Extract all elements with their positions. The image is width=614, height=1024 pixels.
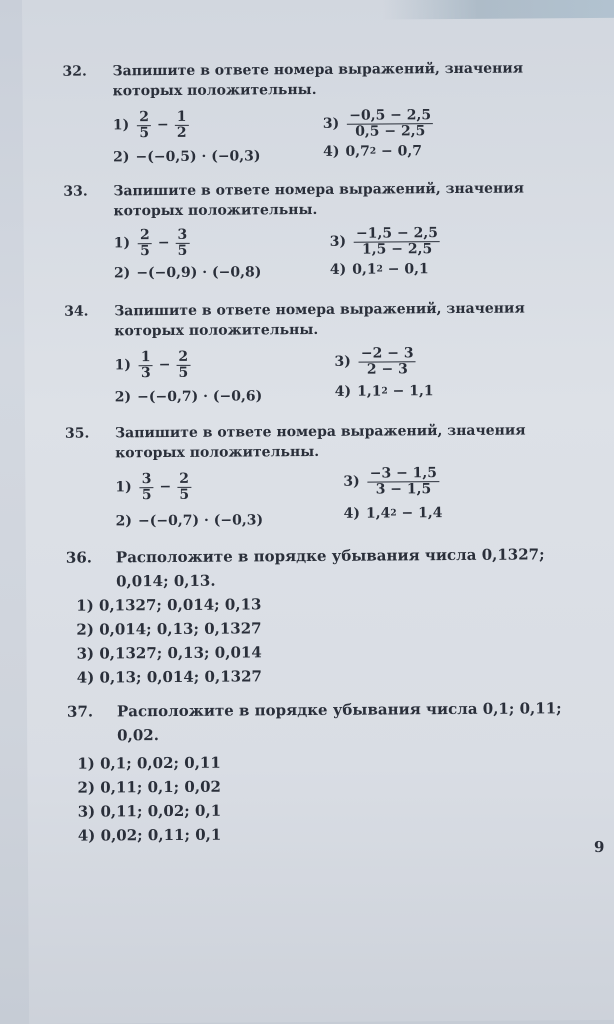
list-item: 3) 0,11; 0,02; 0,1	[77, 801, 222, 821]
task-36	[65, 542, 586, 591]
list-item: 2) 0,014; 0,13; 0,1327	[76, 619, 262, 639]
task-36-options	[76, 592, 262, 689]
task-35-option-4: 4) 1,4 2 − 1,4	[343, 505, 443, 522]
task-number: 32.	[62, 63, 87, 80]
task-32-option-3: 3) $\frac{-0,5 - 2,5}{0,5 - 2,5}$	[323, 105, 436, 142]
page-number: 9	[593, 837, 605, 857]
task-35	[64, 420, 585, 462]
list-item: 2) 0,11; 0,1; 0,02	[77, 777, 221, 797]
task-34	[64, 298, 584, 340]
task-statement: Расположите в порядке убывания числа 0,1327; 0,014; 0,13.	[115, 545, 545, 591]
task-33-option-4: 4) 0,1 2 − 0,1	[329, 261, 429, 278]
task-number: 37.	[66, 702, 94, 721]
task-33	[63, 178, 583, 220]
task-34-option-4: 4) 1,1 2 − 1,1	[334, 383, 434, 400]
list-item: 1) 0,1; 0,02; 0,11	[77, 753, 221, 773]
task-35-option-3: 3) $\frac{-3 - 1,5}{3 - 1,5}$	[343, 463, 441, 500]
task-33-option-2: 2) −(−0,9) · (−0,8)	[113, 264, 262, 282]
task-statement: Запишите в ответе номера выражений, значения которых положительны.	[112, 60, 524, 100]
textbook-page	[22, 0, 614, 1024]
task-statement: Запишите в ответе номера выражений, значения которых положительны.	[114, 422, 526, 462]
task-number: 35.	[64, 425, 90, 442]
list-item: 4) 0,02; 0,11; 0,1	[77, 825, 222, 845]
list-item: 4) 0,13; 0,014; 0,1327	[76, 667, 262, 687]
task-37-options	[77, 751, 221, 848]
torn-paper-edge	[382, 0, 614, 19]
task-number: 33.	[63, 183, 88, 200]
task-34-option-2: 2) −(−0,7) · (−0,6)	[114, 388, 263, 406]
task-number: 34.	[64, 303, 89, 320]
task-37	[66, 696, 587, 745]
task-35-option-1: 1) $\frac{3}{5}$ − $\frac{2}{5}$	[115, 470, 190, 503]
task-34-option-3: 3) $\frac{-2 - 3}{2 - 3}$	[334, 343, 417, 380]
list-item: 1) 0,1327; 0,014; 0,13	[76, 595, 262, 615]
task-32-option-1: 1) $\frac{2}{5}$ − $\frac{1}{2}$	[112, 108, 187, 141]
task-35-option-2: 2) −(−0,7) · (−0,3)	[115, 512, 264, 530]
task-32-option-4: 4) 0,7 2 − 0,7	[323, 143, 422, 160]
task-statement: Запишите в ответе номера выражений, значения которых положительны.	[114, 300, 525, 340]
task-statement: Запишите в ответе номера выражений, значения которых положительны.	[113, 180, 524, 220]
task-number: 36.	[65, 548, 93, 567]
task-32-option-2: 2) −(−0,5) · (−0,3)	[113, 148, 261, 166]
task-33-option-1: 1) $\frac{2}{5}$ − $\frac{3}{5}$	[113, 226, 188, 259]
task-34-option-1: 1) $\frac{1}{3}$ − $\frac{2}{5}$	[114, 348, 189, 381]
task-33-option-3: 3) $\frac{-1,5 - 2,5}{1,5 - 2,5}$	[330, 223, 443, 260]
task-32	[62, 58, 582, 100]
task-statement: Расположите в порядке убывания числа 0,1; 0,11; 0,02.	[116, 699, 562, 745]
list-item: 3) 0,1327; 0,13; 0,014	[76, 643, 262, 663]
